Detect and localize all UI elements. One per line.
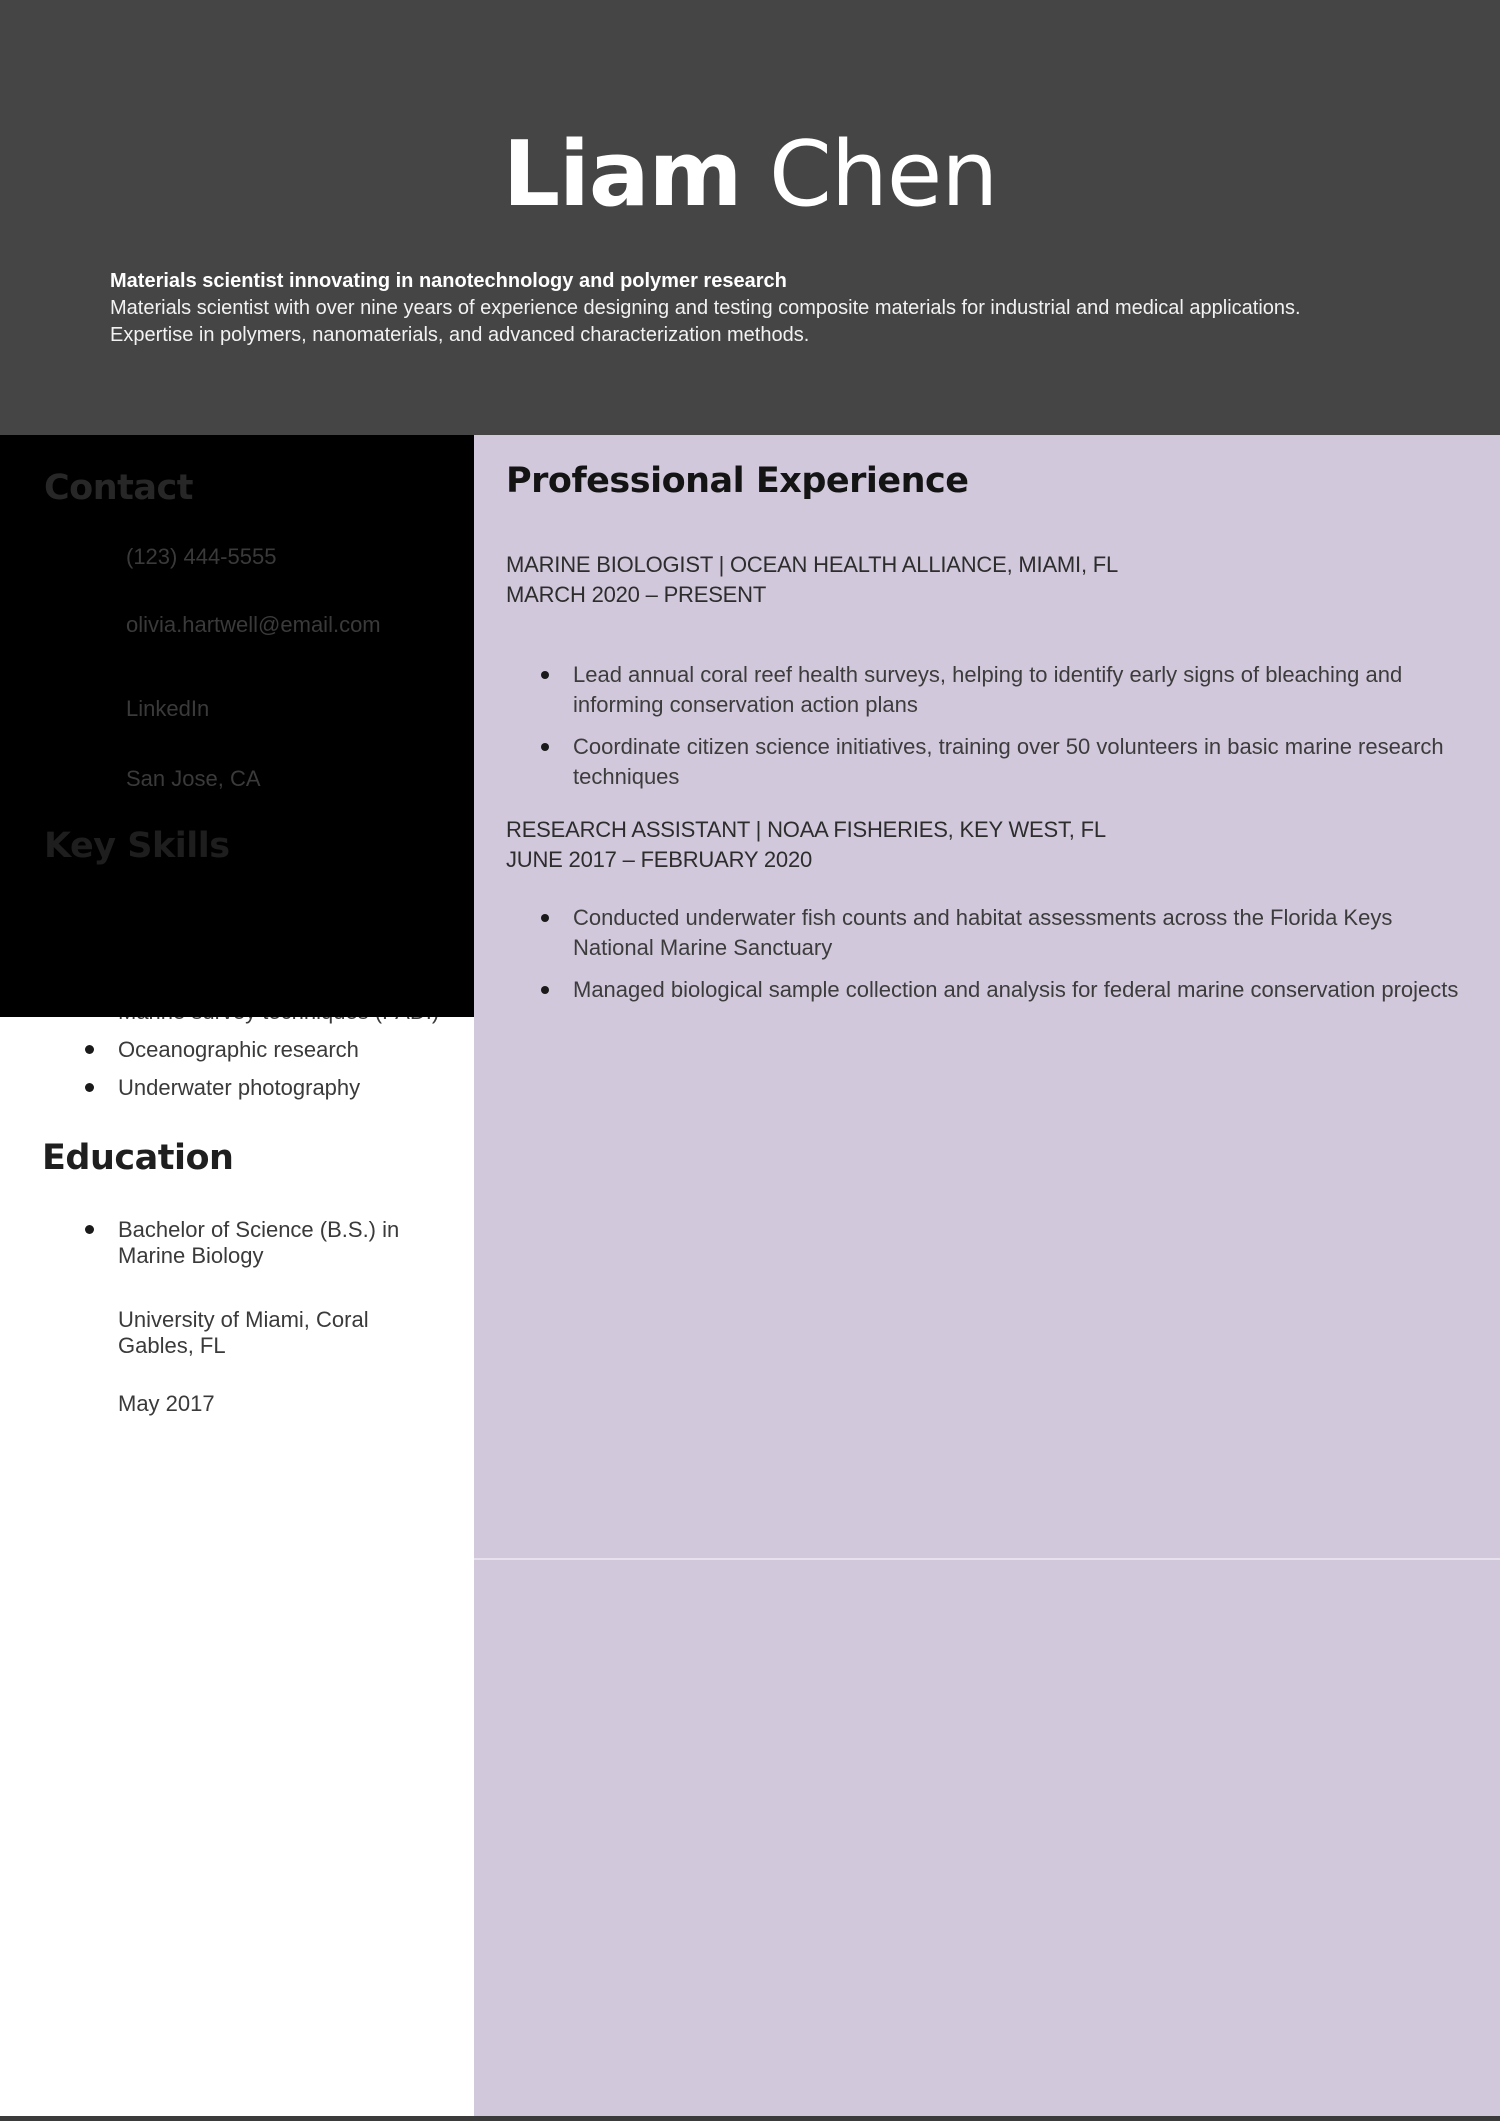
- job-dates: JUNE 2017 – FEBRUARY 2020: [506, 847, 813, 872]
- bullet-icon: [85, 1045, 94, 1054]
- job-bullet-text: Conducted underwater fish counts and habitat assessments across the Florida Keys National Marine Sanctuary: [573, 905, 1393, 960]
- bullet-icon: [85, 1225, 94, 1234]
- job-bullet: [573, 660, 1463, 720]
- degree-line: Bachelor of Science (B.S.) in: [118, 1217, 400, 1242]
- school-line: Gables, FL: [118, 1333, 226, 1358]
- key-skills-heading: Key Skills: [44, 826, 230, 866]
- job-bullet: [573, 732, 1463, 792]
- summary-line: Materials scientist with over nine years of experience designing and testing composite materials for industrial and medical applications.: [110, 297, 1301, 319]
- job-title: MARINE BIOLOGIST | OCEAN HEALTH ALLIANCE, MIAMI, FL: [506, 552, 1119, 577]
- job-entry: [506, 815, 1466, 1017]
- experience-heading: Professional Experience: [506, 461, 969, 501]
- contact-item-linkedin[interactable]: LinkedIn: [126, 696, 210, 721]
- contact-item-email[interactable]: olivia.hartwell@email.com: [126, 612, 381, 637]
- bullet-icon: [541, 743, 549, 751]
- education-date: May 2017: [118, 1391, 215, 1416]
- education-heading: Education: [42, 1138, 234, 1178]
- key-skill-item: [85, 1075, 455, 1101]
- name-space: [741, 122, 769, 227]
- bullet-icon: [541, 914, 549, 922]
- summary-line: Expertise in polymers, nanomaterials, and advanced characterization methods.: [110, 324, 810, 346]
- degree-lines: [118, 1217, 399, 1269]
- candidate-name: [0, 122, 1500, 227]
- job-bullet-text: Coordinate citizen science initiatives, training over 50 volunteers in basic marine research techniques: [573, 734, 1444, 789]
- job-bullet-text: Managed biological sample collection and analysis for federal marine conservation projects: [573, 977, 1459, 1002]
- school-line: University of Miami, Coral: [118, 1307, 369, 1332]
- job-entry: [506, 550, 1466, 804]
- summary-tagline: Materials scientist innovating in nanotechnology and polymer research: [110, 270, 787, 292]
- education-school: [118, 1307, 369, 1359]
- sidebar-black-overlay: [0, 435, 474, 1017]
- job-bullets: [506, 660, 1466, 792]
- bottom-bar: [0, 2116, 1500, 2121]
- page-break-line: [474, 1558, 1500, 1560]
- job-bullet-text: Lead annual coral reef health surveys, helping to identify early signs of bleaching and informing conservation action plans: [573, 662, 1403, 717]
- job-bullet: [573, 903, 1463, 963]
- sidebar: [0, 435, 474, 2121]
- job-bullets: [506, 903, 1466, 1005]
- bullet-icon: [541, 671, 549, 679]
- job-title: RESEARCH ASSISTANT | NOAA FISHERIES, KEY WEST, FL: [506, 817, 1106, 842]
- bullet-icon: [85, 1083, 94, 1092]
- summary-block: [110, 268, 1420, 349]
- bullet-icon: [541, 986, 549, 994]
- skill-label: Oceanographic research: [118, 1037, 359, 1062]
- resume-header: [0, 0, 1500, 435]
- job-bullet: [573, 975, 1463, 1005]
- first-name: Liam: [502, 122, 742, 227]
- education-degree: [85, 1217, 399, 1269]
- contact-item-phone: (123) 444-5555: [126, 544, 277, 569]
- degree-line: Marine Biology: [118, 1243, 264, 1268]
- key-skill-item: [85, 1037, 455, 1063]
- contact-heading: Contact: [44, 468, 193, 508]
- skill-label: Underwater photography: [118, 1075, 361, 1100]
- job-dates: MARCH 2020 – PRESENT: [506, 582, 767, 607]
- last-name: Chen: [769, 122, 998, 227]
- contact-item-location: San Jose, CA: [126, 766, 261, 791]
